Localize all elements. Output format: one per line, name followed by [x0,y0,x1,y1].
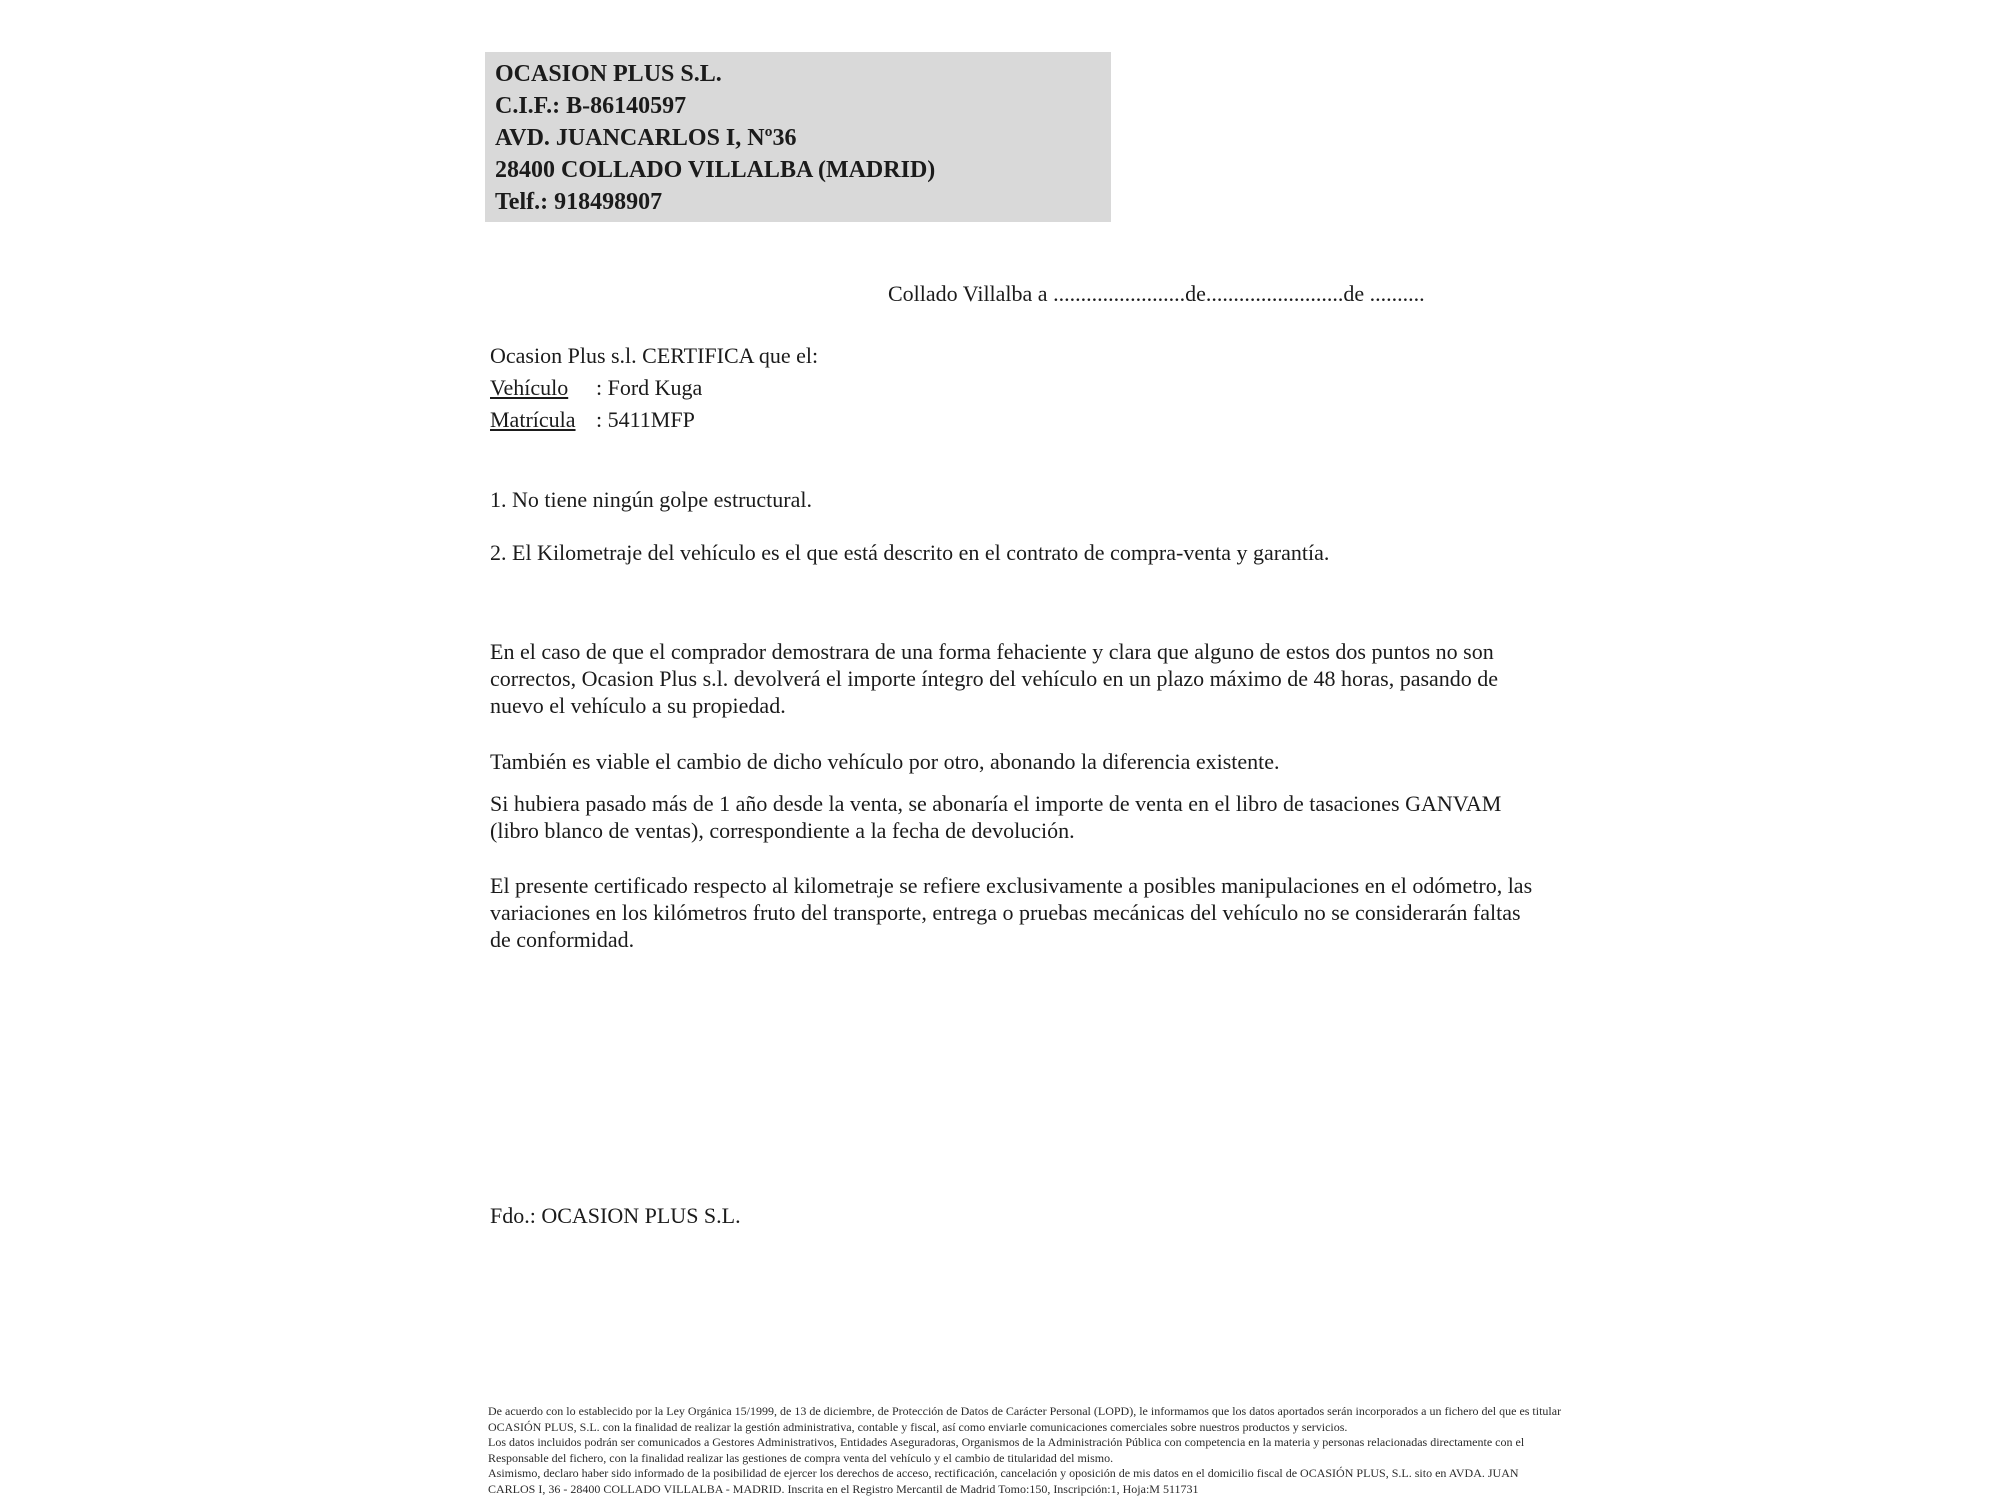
certified-point-1: 1. No tiene ningún golpe estructural. [490,487,812,512]
legal-footer [488,1404,1608,1498]
signature-line: Fdo.: OCASION PLUS S.L. [490,1203,741,1228]
ganvam-paragraph: Si hubiera pasado más de 1 año desde la venta, se abonaría el importe de venta en el libro de tasaciones GANVAM (libro blanco de ventas), correspondiente a la fecha de devolución. [490,791,1502,843]
letterhead-box [485,52,1111,222]
date-fill-in-line: Collado Villalba a ........................de.........................de .......... [888,281,1425,306]
legal-line-1: De acuerdo con lo establecido por la Ley Orgánica 15/1999, de 13 de diciembre, de Protección de Datos de Carácter Personal (LOPD), le informamos que los datos aportados serán incorporados a un fichero del que es titular [488,1404,1562,1418]
odometer-paragraph: El presente certificado respecto al kilometraje se refiere exclusivamente a posibles manipulaciones en el odómetro, las variaciones en los kilómetros fruto del transporte, entrega o pruebas mecánicas del vehículo no se considerarán faltas de conformidad. [490,873,1533,952]
company-city: 28400 COLLADO VILLALBA (MADRID) [495,157,936,183]
refund-paragraph: En el caso de que el comprador demostrara de una forma fehaciente y clara que alguno de estos dos puntos no son correctos, Ocasion Plus s.l. devolverá el importe íntegro del vehículo en un plazo máximo de 48 horas, pasando de nuevo el vehículo a su propiedad. [490,639,1499,718]
company-name: OCASION PLUS S.L. [495,61,722,87]
certified-point-2: 2. El Kilometraje del vehículo es el que está descrito en el contrato de compra-venta y garantía. [490,540,1330,565]
legal-line-6: CARLOS I, 36 - 28400 COLLADO VILLALBA - MADRID. Inscrita en el Registro Mercantil de Madrid Tomo:150, Inscripción:1, Hoja:M 511731 [488,1481,1199,1496]
company-phone: Telf.: 918498907 [495,189,663,215]
legal-line-5: Asimismo, declaro haber sido informado de la posibilidad de ejercer los derechos de acceso, rectificación, cancelación y oposición de mis datos en el domicilio fiscal de OCASIÓN PLUS, S.L. sito en AVDA. JUAN [488,1466,1519,1481]
company-address: AVD. JUANCARLOS I, Nº36 [495,125,797,151]
exchange-paragraph: También es viable el cambio de dicho vehículo por otro, abonando la diferencia existente. [490,749,1280,774]
company-cif: C.I.F.: B-86140597 [495,93,687,119]
vehicle-label: Vehículo [490,375,569,400]
vehicle-row [490,375,702,401]
legal-line-2: OCASIÓN PLUS, S.L. con la finalidad de realizar la gestión administrativa, contable y fiscal, así como enviarle comunicaciones comerciales sobre nuestros productos y servicios. [488,1419,1348,1434]
vehicle-value: : Ford Kuga [596,375,703,400]
plate-value: : 5411MFP [596,407,695,432]
plate-row [490,407,695,433]
certification-intro: Ocasion Plus s.l. CERTIFICA que el: [490,343,819,368]
legal-line-3: Los datos incluidos podrán ser comunicados a Gestores Administrativos, Entidades Aseguradoras, Organismos de la Administración Pública con competencia en la materia y personas relacionadas directamente con el [488,1435,1525,1450]
legal-line-4: Responsable del fichero, con la finalidad realizar las gestiones de compra venta del vehículo y el cambio de titularidad del mismo. [488,1450,1114,1465]
plate-label: Matrícula [490,407,576,432]
